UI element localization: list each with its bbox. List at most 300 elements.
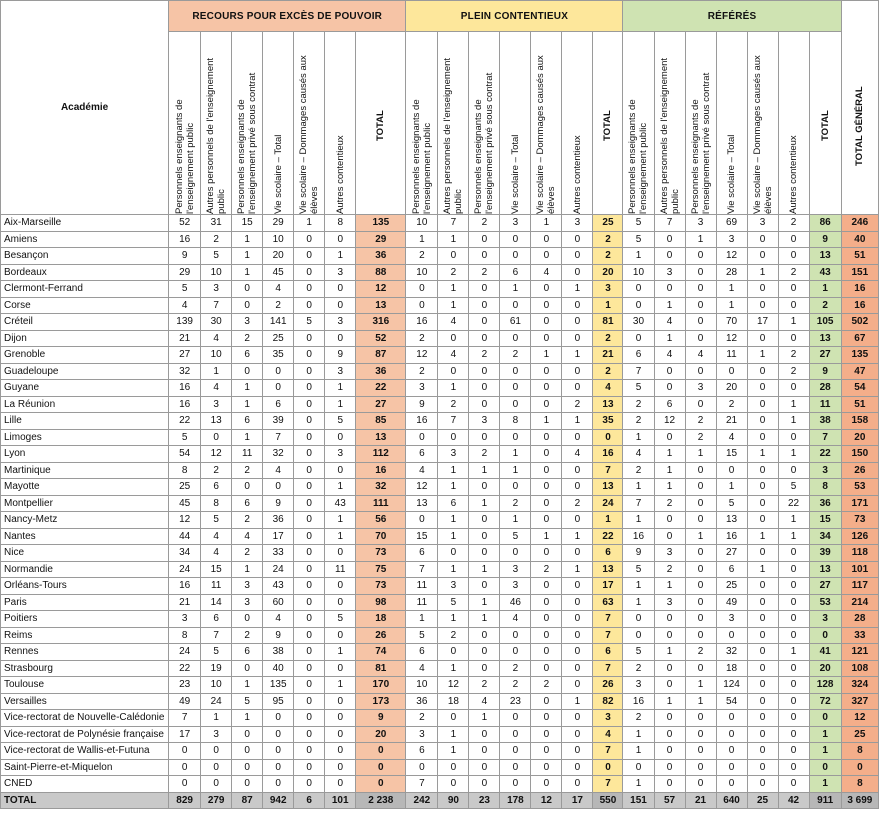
total-cell: 88 — [356, 264, 406, 281]
value-cell: 4 — [201, 380, 232, 397]
value-cell: 0 — [294, 512, 325, 529]
value-cell: 0 — [654, 743, 685, 760]
value-cell: 0 — [747, 380, 778, 397]
value-cell: 0 — [654, 660, 685, 677]
total-cell: 73 — [356, 545, 406, 562]
value-cell: 3 — [562, 215, 593, 232]
value-cell: 3 — [201, 396, 232, 413]
value-cell: 0 — [747, 231, 778, 248]
value-cell: 7 — [438, 413, 469, 430]
value-cell: 0 — [294, 380, 325, 397]
value-cell: 0 — [654, 281, 685, 298]
total-cell: 13 — [593, 396, 623, 413]
value-cell: 1 — [406, 611, 438, 628]
value-cell: 0 — [232, 759, 263, 776]
value-cell: 0 — [685, 495, 716, 512]
value-cell: 0 — [562, 660, 593, 677]
total-cell: 82 — [593, 693, 623, 710]
value-cell: 1 — [438, 528, 469, 545]
value-cell: 1 — [500, 446, 531, 463]
value-cell: 0 — [623, 281, 654, 298]
value-cell: 2 — [654, 495, 685, 512]
value-cell: 0 — [500, 297, 531, 314]
value-cell: 0 — [531, 743, 562, 760]
value-cell: 640 — [716, 792, 747, 809]
value-cell: 0 — [562, 726, 593, 743]
value-cell: 0 — [469, 627, 500, 644]
value-cell: 32 — [716, 644, 747, 661]
value-cell: 2 — [232, 627, 263, 644]
value-cell: 1 — [562, 528, 593, 545]
value-cell: 0 — [778, 677, 809, 694]
value-cell: 16 — [623, 693, 654, 710]
value-cell: 5 — [201, 248, 232, 265]
value-cell: 2 — [500, 677, 531, 694]
value-cell: 0 — [232, 281, 263, 298]
value-cell: 0 — [562, 297, 593, 314]
value-cell: 44 — [169, 528, 201, 545]
total-cell: 20 — [593, 264, 623, 281]
academie-name: Vice-rectorat de Polynésie française — [1, 726, 169, 743]
academie-name: Créteil — [1, 314, 169, 331]
total-cell: 3 — [809, 611, 841, 628]
value-cell: 1 — [562, 347, 593, 364]
value-cell: 0 — [685, 660, 716, 677]
value-cell: 0 — [778, 743, 809, 760]
value-cell: 0 — [685, 363, 716, 380]
academie-name: Besançon — [1, 248, 169, 265]
value-cell: 0 — [500, 429, 531, 446]
value-cell: 0 — [438, 710, 469, 727]
subcolumn-header: Vie scolaire – Total — [716, 32, 747, 215]
total-cell: 18 — [356, 611, 406, 628]
total-cell: 0 — [356, 759, 406, 776]
total-cell: 36 — [809, 495, 841, 512]
total-cell: 13 — [356, 297, 406, 314]
total-cell: 53 — [809, 594, 841, 611]
value-cell: 16 — [169, 396, 201, 413]
value-cell: 0 — [531, 759, 562, 776]
value-cell: 0 — [747, 627, 778, 644]
value-cell: 24 — [169, 561, 201, 578]
total-cell: 16 — [841, 297, 878, 314]
total-cell: 111 — [356, 495, 406, 512]
value-cell: 0 — [294, 248, 325, 265]
value-cell: 1 — [778, 396, 809, 413]
value-cell: 3 — [438, 446, 469, 463]
value-cell: 4 — [716, 429, 747, 446]
value-cell: 1 — [747, 446, 778, 463]
value-cell: 6 — [201, 611, 232, 628]
value-cell: 10 — [406, 264, 438, 281]
value-cell: 36 — [263, 512, 294, 529]
value-cell: 0 — [531, 231, 562, 248]
total-cell: 25 — [841, 726, 878, 743]
value-cell: 9 — [263, 627, 294, 644]
subcolumn-header: Autres personnels de l'enseignement public — [201, 32, 232, 215]
total-cell: 2 — [593, 330, 623, 347]
value-cell: 15 — [716, 446, 747, 463]
value-cell: 4 — [232, 528, 263, 545]
value-cell: 2 — [438, 264, 469, 281]
academie-name: Vice-rectorat de Wallis-et-Futuna — [1, 743, 169, 760]
value-cell: 0 — [531, 578, 562, 595]
value-cell: 1 — [500, 281, 531, 298]
value-cell: 23 — [469, 792, 500, 809]
value-cell: 1 — [654, 644, 685, 661]
value-cell: 0 — [778, 429, 809, 446]
value-cell: 0 — [294, 726, 325, 743]
academie-name: Guyane — [1, 380, 169, 397]
total-cell: 27 — [356, 396, 406, 413]
value-cell: 1 — [438, 743, 469, 760]
total-cell: 63 — [593, 594, 623, 611]
value-cell: 0 — [294, 446, 325, 463]
value-cell: 54 — [716, 693, 747, 710]
value-cell: 40 — [263, 660, 294, 677]
value-cell: 0 — [469, 231, 500, 248]
value-cell: 3 — [438, 578, 469, 595]
value-cell: 0 — [294, 429, 325, 446]
table-row — [1, 264, 879, 281]
table-row — [1, 726, 879, 743]
total-cell: 118 — [841, 545, 878, 562]
value-cell: 0 — [531, 726, 562, 743]
total-cell: 2 — [809, 297, 841, 314]
value-cell: 0 — [294, 264, 325, 281]
total-cell: 7 — [593, 776, 623, 793]
value-cell: 45 — [169, 495, 201, 512]
value-cell: 0 — [685, 594, 716, 611]
total-cell: 28 — [809, 380, 841, 397]
value-cell: 10 — [263, 231, 294, 248]
subcolumn-header: Autres contentieux — [562, 32, 593, 215]
value-cell: 0 — [469, 528, 500, 545]
value-cell: 20 — [716, 380, 747, 397]
value-cell: 829 — [169, 792, 201, 809]
value-cell: 0 — [531, 330, 562, 347]
value-cell: 0 — [325, 429, 356, 446]
value-cell: 4 — [685, 347, 716, 364]
value-cell: 0 — [747, 297, 778, 314]
subcolumn-header: Personnels enseignants de l'enseignement privé sous contrat — [469, 32, 500, 215]
value-cell: 0 — [685, 726, 716, 743]
value-cell: 0 — [531, 297, 562, 314]
value-cell: 1 — [325, 479, 356, 496]
value-cell: 0 — [469, 330, 500, 347]
total-cell: 36 — [356, 363, 406, 380]
value-cell: 0 — [263, 479, 294, 496]
value-cell: 0 — [531, 545, 562, 562]
value-cell: 0 — [294, 594, 325, 611]
value-cell: 0 — [562, 248, 593, 265]
value-cell: 1 — [232, 231, 263, 248]
value-cell: 1 — [716, 479, 747, 496]
value-cell: 0 — [294, 462, 325, 479]
value-cell: 0 — [778, 545, 809, 562]
value-cell: 4 — [263, 281, 294, 298]
value-cell: 3 — [654, 594, 685, 611]
total-cell: 158 — [841, 413, 878, 430]
value-cell: 0 — [654, 710, 685, 727]
table-row — [1, 231, 879, 248]
value-cell: 4 — [201, 528, 232, 545]
value-cell: 0 — [654, 627, 685, 644]
value-cell: 1 — [325, 644, 356, 661]
value-cell: 6 — [406, 644, 438, 661]
value-cell: 2 — [623, 396, 654, 413]
value-cell: 1 — [778, 413, 809, 430]
value-cell: 0 — [438, 330, 469, 347]
value-cell: 9 — [406, 396, 438, 413]
total-cell: 7 — [809, 429, 841, 446]
value-cell: 0 — [747, 759, 778, 776]
value-cell: 0 — [716, 710, 747, 727]
value-cell: 14 — [201, 594, 232, 611]
value-cell: 1 — [747, 528, 778, 545]
value-cell: 0 — [562, 644, 593, 661]
total-cell: 86 — [809, 215, 841, 232]
value-cell: 1 — [685, 231, 716, 248]
value-cell: 1 — [747, 561, 778, 578]
value-cell: 4 — [438, 314, 469, 331]
academie-name: Paris — [1, 594, 169, 611]
total-cell: 13 — [356, 429, 406, 446]
value-cell: 1 — [232, 380, 263, 397]
value-cell: 5 — [169, 429, 201, 446]
value-cell: 5 — [623, 644, 654, 661]
value-cell: 31 — [201, 215, 232, 232]
value-cell: 2 — [232, 462, 263, 479]
value-cell: 0 — [685, 627, 716, 644]
value-cell: 39 — [263, 413, 294, 430]
value-cell: 942 — [263, 792, 294, 809]
total-cell: 126 — [841, 528, 878, 545]
value-cell: 0 — [469, 297, 500, 314]
value-cell: 87 — [232, 792, 263, 809]
value-cell: 0 — [469, 479, 500, 496]
value-cell: 1 — [778, 644, 809, 661]
value-cell: 11 — [716, 347, 747, 364]
value-cell: 1 — [438, 231, 469, 248]
value-cell: 2 — [469, 446, 500, 463]
value-cell: 2 — [500, 495, 531, 512]
value-cell: 0 — [623, 611, 654, 628]
grand-total-header: TOTAL GÉNÉRAL — [841, 1, 878, 215]
total-cell: 8 — [809, 479, 841, 496]
value-cell: 0 — [169, 743, 201, 760]
value-cell: 2 — [623, 710, 654, 727]
value-cell: 0 — [685, 314, 716, 331]
total-cell: 51 — [841, 396, 878, 413]
value-cell: 0 — [716, 627, 747, 644]
value-cell: 11 — [325, 561, 356, 578]
table-row — [1, 693, 879, 710]
value-cell: 0 — [531, 281, 562, 298]
total-cell: 0 — [809, 759, 841, 776]
value-cell: 1 — [623, 726, 654, 743]
value-cell: 0 — [325, 231, 356, 248]
value-cell: 5 — [169, 281, 201, 298]
value-cell: 12 — [531, 792, 562, 809]
value-cell: 0 — [531, 479, 562, 496]
value-cell: 1 — [438, 479, 469, 496]
total-cell: 16 — [841, 281, 878, 298]
value-cell: 6 — [232, 347, 263, 364]
value-cell: 22 — [778, 495, 809, 512]
value-cell: 0 — [778, 611, 809, 628]
value-cell: 0 — [294, 644, 325, 661]
value-cell: 0 — [623, 297, 654, 314]
total-cell: 2 — [593, 248, 623, 265]
value-cell: 5 — [232, 693, 263, 710]
value-cell: 0 — [747, 429, 778, 446]
value-cell: 7 — [201, 627, 232, 644]
value-cell: 12 — [201, 446, 232, 463]
subcolumn-header: Vie scolaire – Total — [263, 32, 294, 215]
group-total-header: TOTAL — [809, 32, 841, 215]
value-cell: 1 — [232, 561, 263, 578]
total-cell: 34 — [809, 528, 841, 545]
value-cell: 0 — [294, 660, 325, 677]
value-cell: 25 — [716, 578, 747, 595]
value-cell: 0 — [531, 495, 562, 512]
value-cell: 1 — [562, 561, 593, 578]
value-cell: 4 — [406, 660, 438, 677]
value-cell: 0 — [685, 396, 716, 413]
total-cell: 13 — [809, 248, 841, 265]
value-cell: 0 — [685, 512, 716, 529]
value-cell: 0 — [232, 297, 263, 314]
table-row — [1, 347, 879, 364]
value-cell: 124 — [716, 677, 747, 694]
value-cell: 1 — [562, 693, 593, 710]
value-cell: 0 — [654, 528, 685, 545]
value-cell: 0 — [562, 759, 593, 776]
value-cell: 1 — [623, 776, 654, 793]
value-cell: 0 — [325, 627, 356, 644]
value-cell: 2 — [562, 495, 593, 512]
table-row — [1, 297, 879, 314]
total-cell: 7 — [593, 660, 623, 677]
value-cell: 7 — [438, 215, 469, 232]
value-cell: 11 — [232, 446, 263, 463]
value-cell: 0 — [294, 297, 325, 314]
table-row — [1, 462, 879, 479]
value-cell: 0 — [438, 363, 469, 380]
value-cell: 1 — [623, 594, 654, 611]
value-cell: 4 — [654, 347, 685, 364]
value-cell: 0 — [778, 380, 809, 397]
value-cell: 178 — [500, 792, 531, 809]
value-cell: 0 — [232, 611, 263, 628]
value-cell: 0 — [778, 578, 809, 595]
total-cell: 51 — [841, 248, 878, 265]
value-cell: 2 — [263, 297, 294, 314]
value-cell: 10 — [201, 347, 232, 364]
value-cell: 28 — [716, 264, 747, 281]
value-cell: 0 — [263, 726, 294, 743]
subcolumn-header: Personnels enseignants de l'enseignement public — [623, 32, 654, 215]
value-cell: 3 — [325, 446, 356, 463]
group-total-header: TOTAL — [593, 32, 623, 215]
table-row — [1, 396, 879, 413]
table-row — [1, 627, 879, 644]
academie-name: Strasbourg — [1, 660, 169, 677]
value-cell: 0 — [562, 594, 593, 611]
value-cell: 0 — [685, 710, 716, 727]
value-cell: 1 — [778, 446, 809, 463]
academie-name: Aix-Marseille — [1, 215, 169, 232]
value-cell: 35 — [263, 347, 294, 364]
value-cell: 0 — [263, 710, 294, 727]
value-cell: 0 — [531, 314, 562, 331]
value-cell: 0 — [562, 363, 593, 380]
value-cell: 21 — [685, 792, 716, 809]
value-cell: 0 — [778, 248, 809, 265]
value-cell: 0 — [294, 413, 325, 430]
value-cell: 0 — [685, 281, 716, 298]
subcolumn-header: Vie scolaire – Total — [500, 32, 531, 215]
total-cell: 1 — [809, 776, 841, 793]
value-cell: 0 — [263, 759, 294, 776]
value-cell: 1 — [201, 710, 232, 727]
value-cell: 7 — [263, 429, 294, 446]
total-cell: 16 — [356, 462, 406, 479]
total-cell: 43 — [809, 264, 841, 281]
value-cell: 0 — [716, 759, 747, 776]
value-cell: 0 — [778, 693, 809, 710]
value-cell: 0 — [406, 297, 438, 314]
value-cell: 0 — [654, 363, 685, 380]
table-row — [1, 759, 879, 776]
value-cell: 6 — [623, 347, 654, 364]
value-cell: 1 — [438, 660, 469, 677]
table-row — [1, 644, 879, 661]
value-cell: 11 — [201, 578, 232, 595]
total-cell: 41 — [809, 644, 841, 661]
value-cell: 12 — [169, 512, 201, 529]
value-cell: 1 — [438, 726, 469, 743]
value-cell: 3 — [232, 314, 263, 331]
value-cell: 0 — [685, 611, 716, 628]
value-cell: 34 — [169, 545, 201, 562]
value-cell: 7 — [623, 363, 654, 380]
value-cell: 242 — [406, 792, 438, 809]
table-row — [1, 743, 879, 760]
value-cell: 17 — [747, 314, 778, 331]
value-cell: 2 — [623, 413, 654, 430]
value-cell: 5 — [201, 644, 232, 661]
value-cell: 0 — [232, 479, 263, 496]
value-cell: 0 — [562, 429, 593, 446]
total-cell: 27 — [809, 578, 841, 595]
total-cell: 105 — [809, 314, 841, 331]
value-cell: 10 — [406, 215, 438, 232]
value-cell: 2 — [685, 413, 716, 430]
value-cell: 52 — [169, 215, 201, 232]
value-cell: 0 — [685, 479, 716, 496]
total-cell: 112 — [356, 446, 406, 463]
value-cell: 1 — [654, 330, 685, 347]
value-cell: 9 — [263, 495, 294, 512]
value-cell: 23 — [500, 693, 531, 710]
value-cell: 0 — [500, 330, 531, 347]
subcolumn-header: Personnels enseignants de l'enseignement privé sous contrat — [232, 32, 263, 215]
value-cell: 7 — [406, 776, 438, 793]
table-body — [1, 215, 879, 809]
value-cell: 0 — [747, 743, 778, 760]
